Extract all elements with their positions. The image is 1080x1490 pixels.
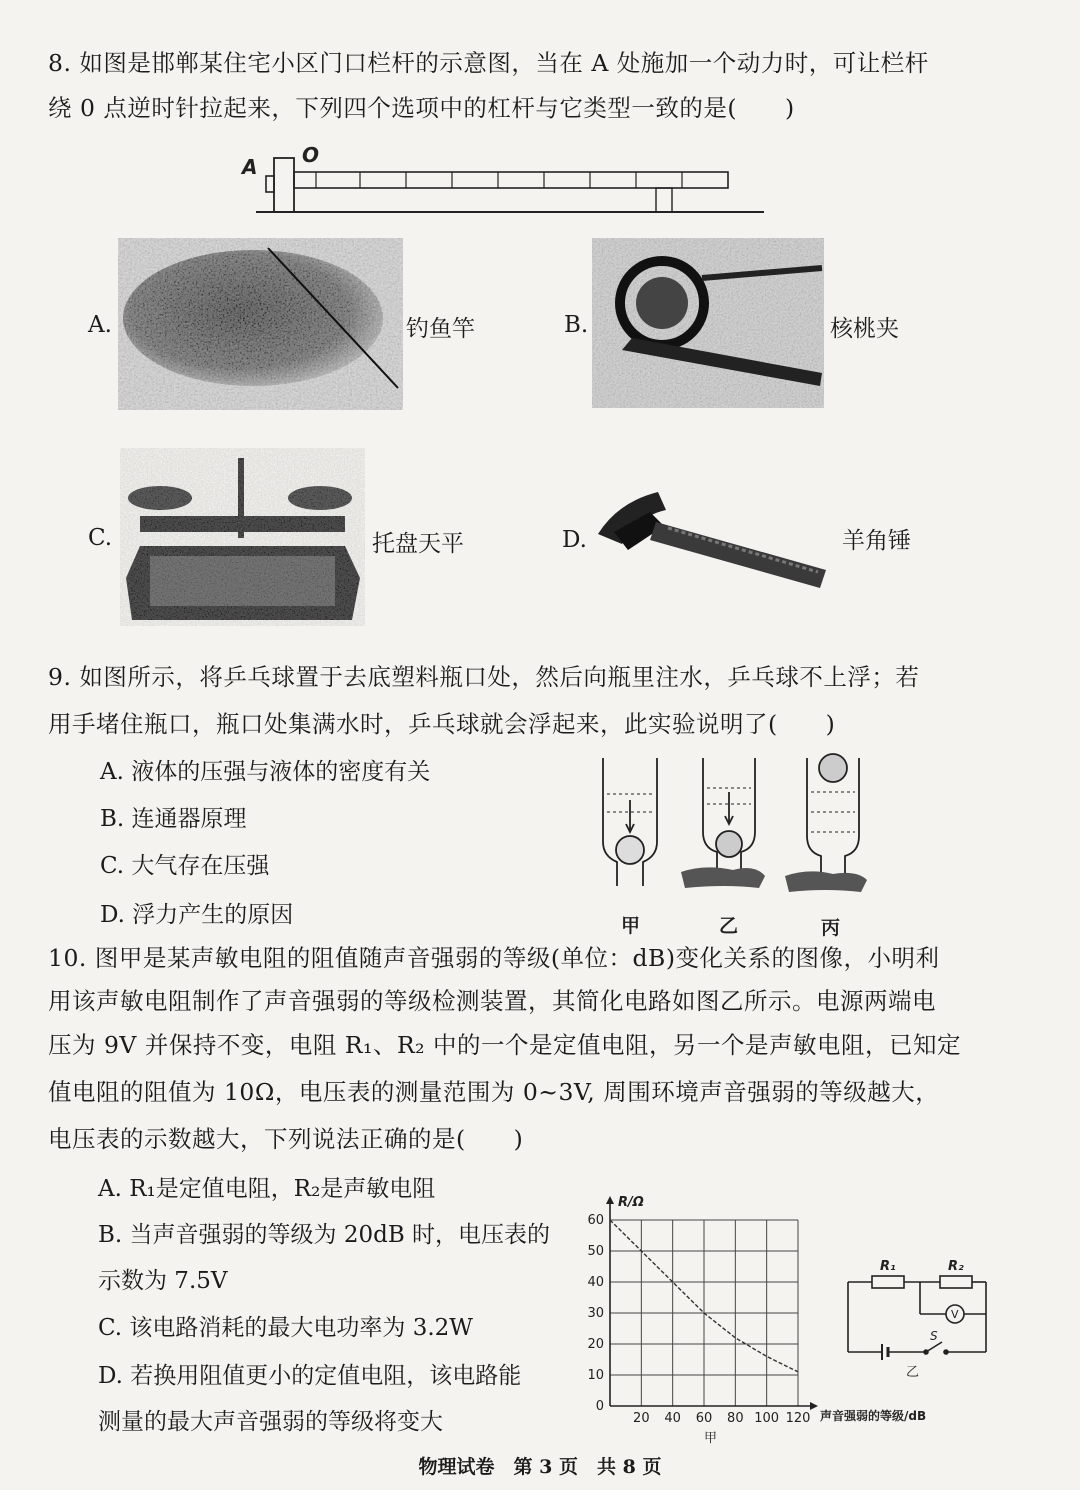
chart-x-label: 声音强弱的等级/dB bbox=[820, 1409, 927, 1423]
y-tick-label: 10 bbox=[587, 1368, 604, 1383]
x-tick-label: 100 bbox=[754, 1411, 780, 1426]
q8-stem-line2: 绕 0 点逆时针拉起来，下列四个选项中的杠杆与它类型一致的是( ) bbox=[48, 94, 795, 122]
circuit-r1-label: R₁ bbox=[880, 1259, 896, 1274]
q9-stem-line2: 用手堵住瓶口，瓶口处集满水时，乒乓球就会浮起来，此实验说明了( ) bbox=[48, 710, 836, 738]
q8-option-c-letter: C. bbox=[88, 525, 113, 551]
circuit-caption: 乙 bbox=[906, 1365, 920, 1380]
q10-stem-line3: 压为 9V 并保持不变，电阻 R₁、R₂ 中的一个是定值电阻，另一个是声敏电阻，已知定 bbox=[48, 1031, 962, 1059]
y-tick-label: 20 bbox=[587, 1337, 604, 1352]
q10-stem-line1: 10. 图甲是某声敏电阻的阻值随声音强弱的等级(单位：dB)变化关系的图像，小明利 bbox=[48, 944, 940, 972]
point-a-label: A bbox=[242, 155, 258, 179]
pingpong-bottle-figure bbox=[595, 752, 875, 942]
chart-caption: 甲 bbox=[704, 1431, 718, 1446]
q10-option-b: B. 当声音强弱的等级为 20dB 时，电压表的 bbox=[98, 1222, 551, 1248]
q8-stem-line1: 8. 如图是邯郸某住宅小区门口栏杆的示意图，当在 A 处施加一个动力时，可让栏杆 bbox=[48, 49, 929, 77]
y-tick-label: 60 bbox=[587, 1213, 604, 1228]
barrier-gate-figure bbox=[236, 142, 776, 220]
claw-hammer-photo bbox=[588, 482, 833, 592]
y-tick-label: 30 bbox=[587, 1306, 604, 1321]
q10-stem-line2: 用该声敏电阻制作了声音强弱的等级检测装置，其简化电路如图乙所示。电源两端电 bbox=[48, 987, 936, 1015]
q9-fig-caption-yi: 乙 bbox=[719, 915, 739, 937]
q10-option-d: D. 若换用阻值更小的定值电阻，该电路能 bbox=[98, 1363, 522, 1389]
chart-y-arrow bbox=[606, 1196, 614, 1204]
q9-fig-caption-jia: 甲 bbox=[621, 915, 641, 937]
x-tick-label: 40 bbox=[664, 1411, 681, 1426]
q8-option-b-label: 核桃夹 bbox=[830, 316, 899, 342]
x-tick-label: 60 bbox=[695, 1411, 713, 1426]
q9-option-c: C. 大气存在压强 bbox=[100, 853, 270, 879]
q9-option-b: B. 连通器原理 bbox=[100, 806, 247, 832]
q10-stem-line5: 电压表的示数越大，下列说法正确的是( ) bbox=[48, 1125, 524, 1153]
y-tick-label: 50 bbox=[587, 1244, 604, 1259]
circuit-switch-label: S bbox=[930, 1329, 938, 1343]
q10-option-c: C. 该电路消耗的最大电功率为 3.2W bbox=[98, 1315, 473, 1341]
voltmeter-icon: V bbox=[951, 1308, 959, 1321]
q10-option-a: A. R₁是定值电阻，R₂是声敏电阻 bbox=[98, 1176, 436, 1202]
q8-option-c-label: 托盘天平 bbox=[372, 531, 464, 557]
y-tick-label: 40 bbox=[587, 1275, 604, 1290]
q8-option-d-letter: D. bbox=[562, 527, 587, 553]
fishing-rod-photo bbox=[118, 238, 403, 410]
y-tick-label: 0 bbox=[595, 1399, 604, 1414]
chart-y-label: R/Ω bbox=[618, 1195, 644, 1210]
q10-option-b-cont: 示数为 7.5V bbox=[98, 1268, 228, 1294]
q9-option-a: A. 液体的压强与液体的密度有关 bbox=[100, 759, 431, 785]
circuit-diagram bbox=[842, 1250, 990, 1380]
balance-scale-photo bbox=[120, 448, 365, 626]
q8-option-d-label: 羊角锤 bbox=[842, 528, 911, 554]
x-tick-label: 20 bbox=[633, 1411, 650, 1426]
chart-x-arrow bbox=[810, 1402, 818, 1410]
x-tick-label: 120 bbox=[785, 1411, 811, 1426]
q8-option-b-letter: B. bbox=[564, 312, 589, 338]
q9-option-d: D. 浮力产生的原因 bbox=[100, 902, 294, 928]
page-footer: 物理试卷 第 3 页 共 8 页 bbox=[418, 1456, 662, 1478]
q10-option-d-cont: 测量的最大声音强弱的等级将变大 bbox=[98, 1409, 443, 1435]
circuit-r2-label: R₂ bbox=[948, 1259, 964, 1274]
x-tick-label: 80 bbox=[727, 1411, 744, 1426]
q10-stem-line4: 值电阻的阻值为 10Ω，电压表的测量范围为 0~3V, 周围环境声音强弱的等级越大， bbox=[48, 1078, 940, 1106]
q8-option-a-label: 钓鱼竿 bbox=[406, 316, 475, 342]
nutcracker-photo bbox=[592, 238, 824, 408]
q9-stem-line1: 9. 如图所示，将乒乓球置于去底塑料瓶口处，然后向瓶里注水，乒乓球不上浮；若 bbox=[48, 663, 920, 691]
q9-fig-caption-bing: 丙 bbox=[821, 917, 841, 939]
q8-option-a-letter: A. bbox=[88, 312, 112, 338]
point-o-label: O bbox=[302, 143, 320, 167]
